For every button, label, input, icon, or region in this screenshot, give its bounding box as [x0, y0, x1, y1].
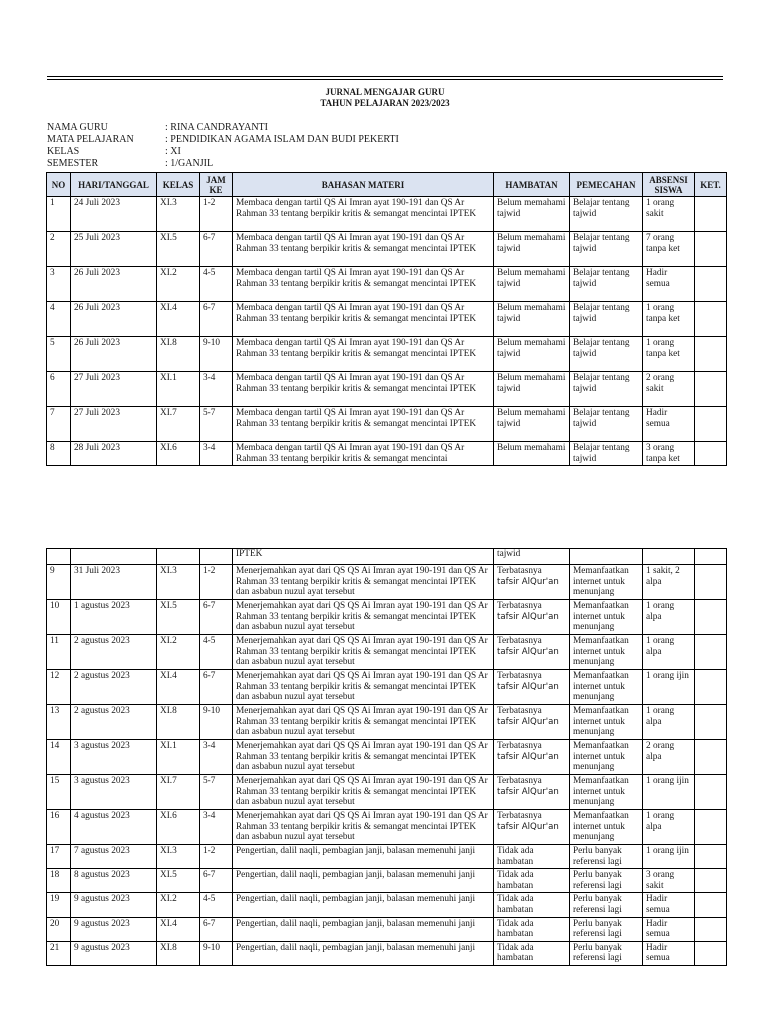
tafsir-text: tafsir AlQur'an	[497, 716, 559, 727]
cell-hambatan: Belum memahami tajwid	[494, 302, 570, 337]
cell-kelas: XI.5	[157, 232, 200, 267]
cell-pemecahan: Memanfaatkan internet untuk menunjang	[570, 810, 643, 845]
info-value: : XI	[165, 146, 181, 157]
tafsir-text: tafsir AlQur'an	[497, 611, 559, 622]
table-row	[47, 869, 727, 893]
cell-jam: 1-2	[200, 197, 233, 232]
continuation-row	[47, 549, 727, 565]
cell-jam: 4-5	[200, 267, 233, 302]
cell-absensi: 3 orang tanpa ket	[643, 442, 695, 466]
col-header-ket: KET.	[695, 173, 727, 197]
cell-ket	[695, 442, 727, 466]
cell-hambatan: Belum memahami tajwid	[494, 407, 570, 442]
cell-date: 7 agustus 2023	[71, 845, 157, 869]
cell-ket	[695, 869, 727, 893]
cell-no: 18	[47, 869, 71, 893]
cell-ket	[695, 775, 727, 810]
table-row	[47, 442, 727, 466]
tafsir-text: tafsir AlQur'an	[497, 646, 559, 657]
cell-materi: Menerjemahkan ayat dari QS QS Ai Imran ayat 190-191 dan QS Ar Rahman 33 tentang berpikir kritis & semangat mencintai IPTEK dan asbabun nuzul ayat tersebut	[233, 705, 494, 740]
cell-pemecahan: Perlu banyak referensi lagi	[570, 941, 643, 965]
table-row	[47, 845, 727, 869]
cell-absensi: 7 orang tanpa ket	[643, 232, 695, 267]
cell-date: 2 agustus 2023	[71, 670, 157, 705]
cell-kelas: XI.3	[157, 197, 200, 232]
info-value: : RINA CANDRAYANTI	[165, 122, 268, 133]
cell-date: 31 Juli 2023	[71, 565, 157, 600]
cell-date: 2 agustus 2023	[71, 635, 157, 670]
tafsir-text: tafsir AlQur'an	[497, 786, 559, 797]
cell-hambatan: Tidak ada hambatan	[494, 917, 570, 941]
cell-ket	[695, 705, 727, 740]
cell-materi: Menerjemahkan ayat dari QS QS Ai Imran ayat 190-191 dan QS Ar Rahman 33 tentang berpikir kritis & semangat mencintai IPTEK dan asbabun nuzul ayat tersebut	[233, 670, 494, 705]
cell-ket	[695, 302, 727, 337]
cell-jam: 9-10	[200, 337, 233, 372]
cell-materi: Membaca dengan tartil QS Ai Imran ayat 190-191 dan QS Ar Rahman 33 tentang berpikir kritis & semangat mencintai IPTEK	[233, 337, 494, 372]
cell-date: 1 agustus 2023	[71, 600, 157, 635]
cell-no: 16	[47, 810, 71, 845]
cell-no: 11	[47, 635, 71, 670]
header-rule	[47, 76, 723, 77]
cell-materi: Menerjemahkan ayat dari QS QS Ai Imran ayat 190-191 dan QS Ar Rahman 33 tentang berpikir kritis & semangat mencintai IPTEK dan asbabun nuzul ayat tersebut	[233, 810, 494, 845]
info-label: MATA PELAJARAN	[47, 134, 134, 145]
col-header-jam: JAM KE	[200, 173, 233, 197]
cell-pemecahan: Memanfaatkan internet untuk menunjang	[570, 740, 643, 775]
cell-ket	[695, 845, 727, 869]
cell-jam: 6-7	[200, 232, 233, 267]
cell-absensi: Hadir semua	[643, 893, 695, 917]
cell-kelas: XI.5	[157, 869, 200, 893]
cell-no: 9	[47, 565, 71, 600]
info-row	[47, 122, 723, 134]
cell-jam: 1-2	[200, 565, 233, 600]
cell-pemecahan: Perlu banyak referensi lagi	[570, 917, 643, 941]
cell-hambatan: tajwid	[494, 549, 570, 565]
col-header-no: NO	[47, 173, 71, 197]
table-row	[47, 407, 727, 442]
cell-kelas: XI.4	[157, 670, 200, 705]
cell-materi: Menerjemahkan ayat dari QS QS Ai Imran ayat 190-191 dan QS Ar Rahman 33 tentang berpikir kritis & semangat mencintai IPTEK dan asbabun nuzul ayat tersebut	[233, 600, 494, 635]
cell-pemecahan: Belajar tentang tajwid	[570, 372, 643, 407]
cell-absensi: 1 orang ijin	[643, 670, 695, 705]
col-header-materi: BAHASAN MATERI	[233, 173, 494, 197]
cell-pemecahan: Memanfaatkan internet untuk menunjang	[570, 565, 643, 600]
cell-pemecahan: Belajar tentang tajwid	[570, 197, 643, 232]
header-rule	[47, 79, 723, 80]
cell-materi: Pengertian, dalil naqli, pembagian janji, balasan memenuhi janji	[233, 917, 494, 941]
cell-absensi: 3 orang sakit	[643, 869, 695, 893]
cell-date: 9 agustus 2023	[71, 941, 157, 965]
cell-date: 2 agustus 2023	[71, 705, 157, 740]
cell-jam: 1-2	[200, 845, 233, 869]
cell-ket	[695, 941, 727, 965]
table-row	[47, 232, 727, 267]
cell-jam: 6-7	[200, 917, 233, 941]
cell-no: 21	[47, 941, 71, 965]
cell-no: 14	[47, 740, 71, 775]
cell-kelas: XI.2	[157, 267, 200, 302]
cell-kelas	[157, 549, 200, 565]
cell-no	[47, 549, 71, 565]
cell-jam: 9-10	[200, 941, 233, 965]
cell-absensi: 1 orang sakit	[643, 197, 695, 232]
cell-ket	[695, 740, 727, 775]
cell-date: 9 agustus 2023	[71, 893, 157, 917]
info-row	[47, 146, 723, 158]
cell-kelas: XI.1	[157, 372, 200, 407]
cell-ket	[695, 197, 727, 232]
cell-materi: IPTEK	[233, 549, 494, 565]
table-row	[47, 600, 727, 635]
cell-hambatan: Belum memahami	[494, 442, 570, 466]
info-label: NAMA GURU	[47, 122, 108, 133]
col-header-hambatan: HAMBATAN	[494, 173, 570, 197]
cell-absensi: 1 orang ijin	[643, 775, 695, 810]
cell-hambatan: Belum memahami tajwid	[494, 267, 570, 302]
cell-materi: Membaca dengan tartil QS Ai Imran ayat 190-191 dan QS Ar Rahman 33 tentang berpikir kritis & semangat mencintai IPTEK	[233, 407, 494, 442]
cell-date: 4 agustus 2023	[71, 810, 157, 845]
table-row	[47, 670, 727, 705]
cell-materi: Menerjemahkan ayat dari QS QS Ai Imran ayat 190-191 dan QS Ar Rahman 33 tentang berpikir kritis & semangat mencintai IPTEK dan asbabun nuzul ayat tersebut	[233, 775, 494, 810]
cell-no: 13	[47, 705, 71, 740]
cell-absensi: 1 orang alpa	[643, 635, 695, 670]
col-header-absensi: ABSENSI SISWA	[643, 173, 695, 197]
cell-absensi: 1 orang alpa	[643, 810, 695, 845]
cell-date: 25 Juli 2023	[71, 232, 157, 267]
cell-materi: Menerjemahkan ayat dari QS QS Ai Imran ayat 190-191 dan QS Ar Rahman 33 tentang berpikir kritis & semangat mencintai IPTEK dan asbabun nuzul ayat tersebut	[233, 635, 494, 670]
cell-date: 26 Juli 2023	[71, 267, 157, 302]
cell-pemecahan: Belajar tentang tajwid	[570, 302, 643, 337]
cell-pemecahan: Memanfaatkan internet untuk menunjang	[570, 600, 643, 635]
table-row	[47, 635, 727, 670]
cell-kelas: XI.4	[157, 917, 200, 941]
cell-ket	[695, 407, 727, 442]
cell-pemecahan: Memanfaatkan internet untuk menunjang	[570, 775, 643, 810]
cell-no: 15	[47, 775, 71, 810]
cell-no: 7	[47, 407, 71, 442]
cell-materi: Menerjemahkan ayat dari QS QS Ai Imran ayat 190-191 dan QS Ar Rahman 33 tentang berpikir kritis & semangat mencintai IPTEK dan asbabun nuzul ayat tersebut	[233, 740, 494, 775]
col-header-kelas: KELAS	[157, 173, 200, 197]
cell-jam: 6-7	[200, 869, 233, 893]
info-row	[47, 134, 723, 146]
cell-jam: 3-4	[200, 740, 233, 775]
cell-pemecahan: Memanfaatkan internet untuk menunjang	[570, 635, 643, 670]
cell-absensi	[643, 549, 695, 565]
cell-hambatan: Belum memahami tajwid	[494, 337, 570, 372]
col-header-pemecahan: PEMECAHAN	[570, 173, 643, 197]
cell-absensi: 2 orang alpa	[643, 740, 695, 775]
table-row	[47, 941, 727, 965]
cell-materi: Pengertian, dalil naqli, pembagian janji, balasan memenuhi janji	[233, 869, 494, 893]
cell-materi: Pengertian, dalil naqli, pembagian janji, balasan memenuhi janji	[233, 845, 494, 869]
cell-date: 3 agustus 2023	[71, 740, 157, 775]
cell-absensi: Hadir semua	[643, 941, 695, 965]
cell-kelas: XI.1	[157, 740, 200, 775]
tafsir-text: tafsir AlQur'an	[497, 681, 559, 692]
cell-pemecahan: Belajar tentang tajwid	[570, 442, 643, 466]
cell-hambatan: Tidak ada hambatan	[494, 845, 570, 869]
cell-ket	[695, 232, 727, 267]
cell-date: 27 Juli 2023	[71, 372, 157, 407]
cell-no: 10	[47, 600, 71, 635]
cell-kelas: XI.6	[157, 810, 200, 845]
cell-materi: Pengertian, dalil naqli, pembagian janji, balasan memenuhi janji	[233, 893, 494, 917]
cell-jam: 9-10	[200, 705, 233, 740]
cell-hambatan: Terbatasnya tafsir AlQur'an	[494, 705, 570, 740]
cell-hambatan: Belum memahami tajwid	[494, 232, 570, 267]
cell-jam: 3-4	[200, 810, 233, 845]
cell-no: 17	[47, 845, 71, 869]
cell-kelas: XI.2	[157, 893, 200, 917]
info-label: SEMESTER	[47, 158, 99, 169]
cell-ket	[695, 810, 727, 845]
cell-kelas: XI.6	[157, 442, 200, 466]
table-row	[47, 917, 727, 941]
cell-pemecahan: Belajar tentang tajwid	[570, 337, 643, 372]
cell-absensi: 1 orang alpa	[643, 600, 695, 635]
cell-kelas: XI.7	[157, 775, 200, 810]
cell-no: 19	[47, 893, 71, 917]
cell-materi: Membaca dengan tartil QS Ai Imran ayat 190-191 dan QS Ar Rahman 33 tentang berpikir kritis & semangat mencintai IPTEK	[233, 302, 494, 337]
col-header-date: HARI/TANGGAL	[71, 173, 157, 197]
cell-materi: Membaca dengan tartil QS Ai Imran ayat 190-191 dan QS Ar Rahman 33 tentang berpikir kritis & semangat mencintai IPTEK	[233, 267, 494, 302]
cell-pemecahan: Perlu banyak referensi lagi	[570, 845, 643, 869]
cell-jam	[200, 549, 233, 565]
cell-pemecahan: Memanfaatkan internet untuk menunjang	[570, 705, 643, 740]
cell-ket	[695, 670, 727, 705]
cell-kelas: XI.7	[157, 407, 200, 442]
cell-absensi: 2 orang sakit	[643, 372, 695, 407]
table-row	[47, 775, 727, 810]
cell-jam: 4-5	[200, 635, 233, 670]
table-row	[47, 810, 727, 845]
cell-kelas: XI.8	[157, 705, 200, 740]
cell-hambatan: Belum memahami tajwid	[494, 197, 570, 232]
cell-jam: 6-7	[200, 302, 233, 337]
table-row	[47, 337, 727, 372]
cell-no: 2	[47, 232, 71, 267]
cell-no: 3	[47, 267, 71, 302]
cell-ket	[695, 372, 727, 407]
tafsir-text: tafsir AlQur'an	[497, 821, 559, 832]
info-row	[47, 158, 723, 170]
cell-date: 28 Juli 2023	[71, 442, 157, 466]
cell-kelas: XI.3	[157, 565, 200, 600]
table-row	[47, 740, 727, 775]
cell-ket	[695, 549, 727, 565]
cell-pemecahan: Perlu banyak referensi lagi	[570, 869, 643, 893]
journal-table-page2	[46, 548, 727, 966]
cell-hambatan: Terbatasnya tafsir AlQur'an	[494, 670, 570, 705]
cell-no: 12	[47, 670, 71, 705]
info-value: : PENDIDIKAN AGAMA ISLAM DAN BUDI PEKERTI	[165, 134, 399, 145]
cell-date: 26 Juli 2023	[71, 302, 157, 337]
cell-hambatan: Tidak ada hambatan	[494, 893, 570, 917]
cell-ket	[695, 565, 727, 600]
cell-absensi: 1 orang alpa	[643, 705, 695, 740]
cell-kelas: XI.8	[157, 337, 200, 372]
cell-ket	[695, 893, 727, 917]
info-label: KELAS	[47, 146, 80, 157]
cell-no: 1	[47, 197, 71, 232]
cell-no: 6	[47, 372, 71, 407]
cell-materi: Membaca dengan tartil QS Ai Imran ayat 190-191 dan QS Ar Rahman 33 tentang berpikir kritis & semangat mencintai	[233, 442, 494, 466]
cell-kelas: XI.4	[157, 302, 200, 337]
cell-absensi: 1 sakit, 2 alpa	[643, 565, 695, 600]
cell-kelas: XI.8	[157, 941, 200, 965]
cell-materi: Membaca dengan tartil QS Ai Imran ayat 190-191 dan QS Ar Rahman 33 tentang berpikir kritis & semangat mencintai IPTEK	[233, 372, 494, 407]
cell-ket	[695, 600, 727, 635]
table-row	[47, 372, 727, 407]
cell-materi: Pengertian, dalil naqli, pembagian janji, balasan memenuhi janji	[233, 941, 494, 965]
cell-hambatan: Terbatasnya tafsir AlQur'an	[494, 775, 570, 810]
table-row	[47, 197, 727, 232]
cell-ket	[695, 267, 727, 302]
cell-pemecahan: Belajar tentang tajwid	[570, 267, 643, 302]
journal-table-page1	[46, 172, 727, 466]
cell-kelas: XI.3	[157, 845, 200, 869]
cell-absensi: Hadir semua	[643, 917, 695, 941]
cell-no: 5	[47, 337, 71, 372]
table-row	[47, 267, 727, 302]
cell-date: 9 agustus 2023	[71, 917, 157, 941]
cell-date: 27 Juli 2023	[71, 407, 157, 442]
cell-materi: Menerjemahkan ayat dari QS QS Ai Imran ayat 190-191 dan QS Ar Rahman 33 tentang berpikir kritis & semangat mencintai IPTEK dan asbabun nuzul ayat tersebut	[233, 565, 494, 600]
cell-materi: Membaca dengan tartil QS Ai Imran ayat 190-191 dan QS Ar Rahman 33 tentang berpikir kritis & semangat mencintai IPTEK	[233, 197, 494, 232]
cell-ket	[695, 635, 727, 670]
cell-hambatan: Terbatasnya tafsir AlQur'an	[494, 810, 570, 845]
cell-hambatan: Tidak ada hambatan	[494, 941, 570, 965]
cell-hambatan: Terbatasnya tafsir AlQur'an	[494, 740, 570, 775]
cell-pemecahan: Belajar tentang tajwid	[570, 407, 643, 442]
cell-no: 4	[47, 302, 71, 337]
cell-absensi: Hadir semua	[643, 407, 695, 442]
cell-absensi: 1 orang ijin	[643, 845, 695, 869]
cell-date	[71, 549, 157, 565]
document-title: JURNAL MENGAJAR GURU	[325, 87, 445, 97]
cell-pemecahan: Perlu banyak referensi lagi	[570, 893, 643, 917]
cell-hambatan: Tidak ada hambatan	[494, 869, 570, 893]
table-body-page2	[47, 549, 727, 966]
cell-absensi: 1 orang tanpa ket	[643, 302, 695, 337]
table-header-row	[47, 173, 727, 197]
cell-pemecahan: Memanfaatkan internet untuk menunjang	[570, 670, 643, 705]
cell-jam: 3-4	[200, 372, 233, 407]
cell-pemecahan: Belajar tentang tajwid	[570, 232, 643, 267]
table-body-page1	[47, 197, 727, 466]
cell-absensi: 1 orang tanpa ket	[643, 337, 695, 372]
cell-hambatan: Belum memahami tajwid	[494, 372, 570, 407]
document-subtitle: TAHUN PELAJARAN 2023/2023	[320, 98, 450, 108]
table-row	[47, 705, 727, 740]
cell-absensi: Hadir semua	[643, 267, 695, 302]
teacher-info	[47, 122, 723, 170]
tafsir-text: tafsir AlQur'an	[497, 576, 559, 587]
cell-jam: 3-4	[200, 442, 233, 466]
cell-date: 26 Juli 2023	[71, 337, 157, 372]
table-row	[47, 302, 727, 337]
cell-jam: 6-7	[200, 600, 233, 635]
cell-hambatan: Terbatasnya tafsir AlQur'an	[494, 600, 570, 635]
table-row	[47, 893, 727, 917]
cell-hambatan: Terbatasnya tafsir AlQur'an	[494, 565, 570, 600]
cell-ket	[695, 337, 727, 372]
cell-date: 8 agustus 2023	[71, 869, 157, 893]
cell-jam: 5-7	[200, 407, 233, 442]
cell-materi: Membaca dengan tartil QS Ai Imran ayat 190-191 dan QS Ar Rahman 33 tentang berpikir kritis & semangat mencintai IPTEK	[233, 232, 494, 267]
cell-ket	[695, 917, 727, 941]
cell-no: 8	[47, 442, 71, 466]
cell-date: 24 Juli 2023	[71, 197, 157, 232]
cell-jam: 4-5	[200, 893, 233, 917]
cell-kelas: XI.5	[157, 600, 200, 635]
cell-jam: 6-7	[200, 670, 233, 705]
tafsir-text: tafsir AlQur'an	[497, 751, 559, 762]
info-value: : 1/GANJIL	[165, 158, 214, 169]
cell-hambatan: Terbatasnya tafsir AlQur'an	[494, 635, 570, 670]
cell-kelas: XI.2	[157, 635, 200, 670]
table-row	[47, 565, 727, 600]
cell-pemecahan	[570, 549, 643, 565]
cell-date: 3 agustus 2023	[71, 775, 157, 810]
cell-no: 20	[47, 917, 71, 941]
cell-jam: 5-7	[200, 775, 233, 810]
